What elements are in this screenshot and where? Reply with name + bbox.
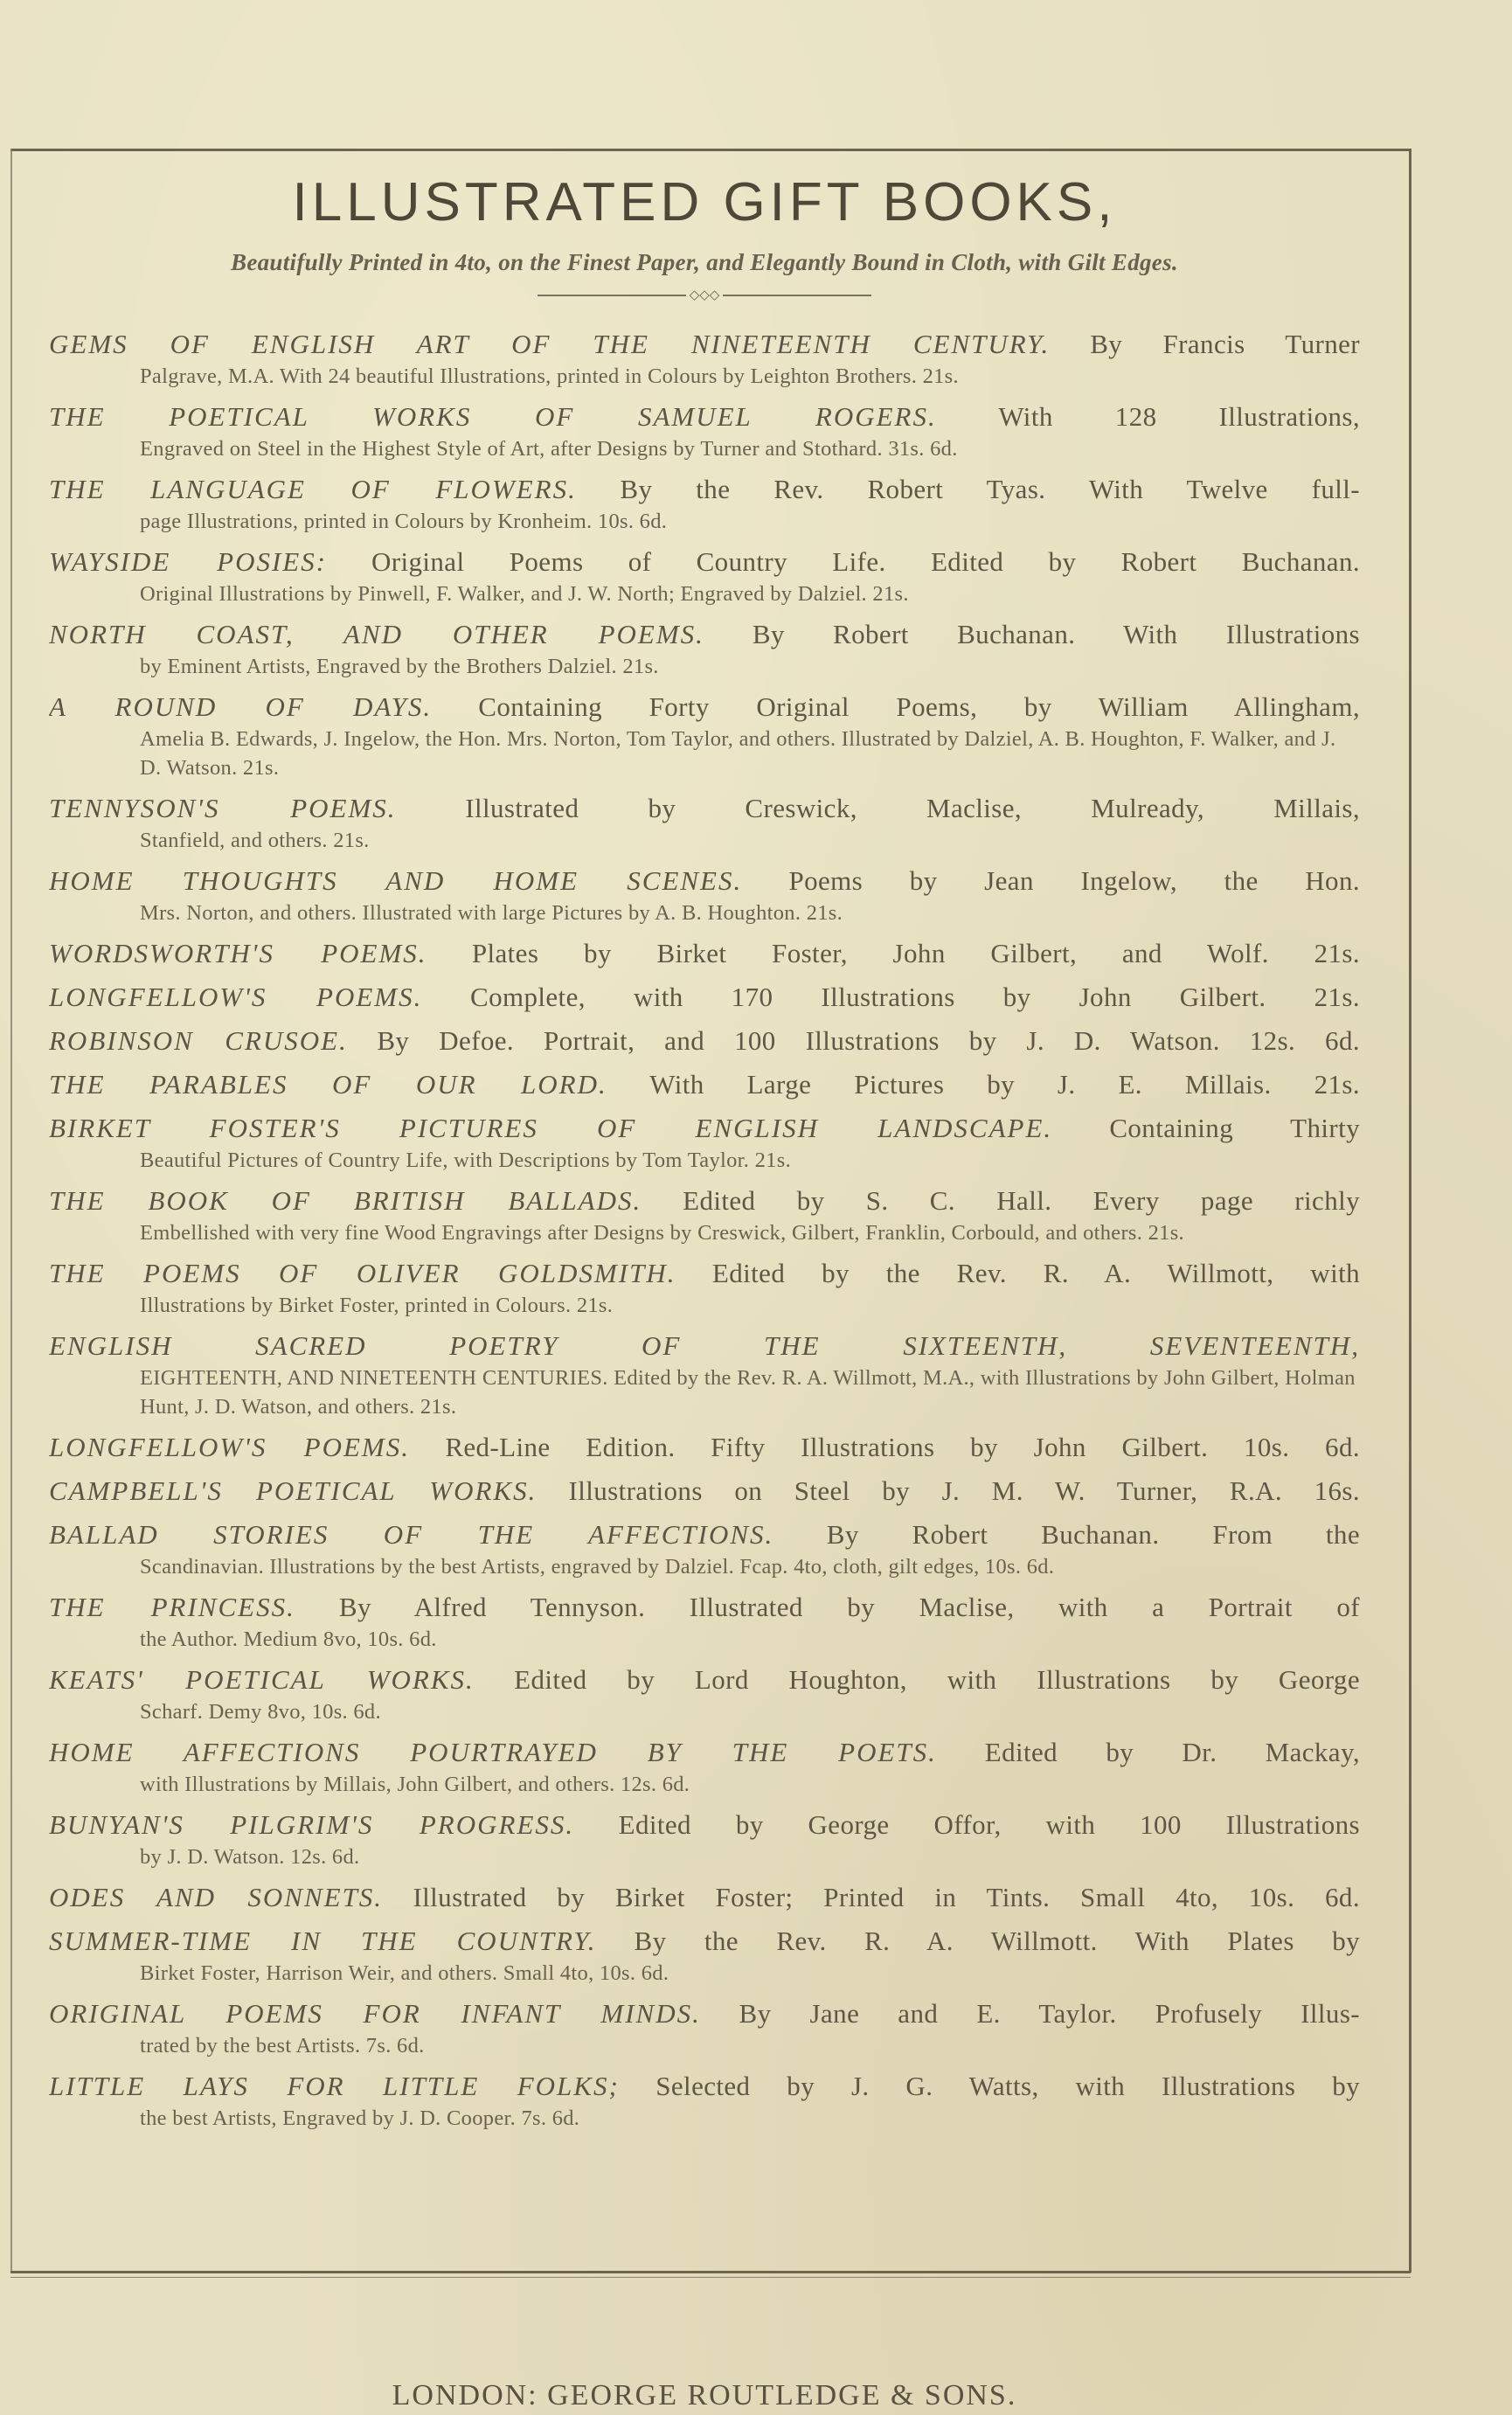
book-description-continued: Scharf. Demy 8vo, 10s. 6d. — [140, 1700, 381, 1724]
book-entry — [49, 1183, 1360, 1247]
book-description: By Defoe. Portrait, and 100 Illustrations by J. D. Watson. 12s. 6d. — [377, 1025, 1360, 1056]
book-title: THE LANGUAGE OF FLOWERS. — [49, 474, 577, 504]
book-entry-first-line — [49, 1430, 1360, 1465]
book-entry-first-line — [49, 399, 1360, 434]
book-entry-first-line — [49, 1590, 1360, 1625]
book-title: NORTH COAST, AND OTHER POEMS. — [49, 619, 704, 649]
book-entry-first-line — [49, 1517, 1360, 1552]
book-entry — [49, 1517, 1360, 1581]
book-title: A ROUND OF DAYS. — [49, 691, 433, 722]
book-entry-first-line — [49, 864, 1360, 899]
book-entry — [49, 545, 1360, 608]
book-description: Selected by J. G. Watts, with Illustrations by — [655, 2071, 1360, 2101]
book-description: Illustrated by Birket Foster; Printed in Tints. Small 4to, 10s. 6d. — [413, 1882, 1360, 1912]
book-description: With Large Pictures by J. E. Millais. 21s. — [649, 1069, 1360, 1100]
book-description-continued: page Illustrations, printed in Colours by Kronheim. 10s. 6d. — [140, 510, 668, 533]
book-title: BUNYAN'S PILGRIM'S PROGRESS. — [49, 1809, 575, 1840]
book-description-continued: Engraved on Steel in the Highest Style of Art, after Designs by Turner and Stothard. 31s. 6d. — [140, 437, 958, 461]
book-description: By Alfred Tennyson. Illustrated by Maclise, with a Portrait of — [338, 1592, 1360, 1622]
book-description-continued: the best Artists, Engraved by J. D. Cooper. 7s. 6d. — [140, 2106, 580, 2130]
book-entry-first-line — [49, 1474, 1360, 1509]
book-description-continued: EIGHTEENTH, AND NINETEENTH CENTURIES. Edited by the Rev. R. A. Willmott, M.A., with Illustrations by John Gilbert, Holman Hunt, J. D. Watson, and others. 21s. — [140, 1366, 1356, 1419]
book-description: With 128 Illustrations, — [998, 401, 1360, 432]
book-entry — [49, 1662, 1360, 1726]
book-entry-first-line — [49, 1735, 1360, 1770]
book-entry — [49, 690, 1360, 782]
book-description-continued: with Illustrations by Millais, John Gilbert, and others. 12s. 6d. — [140, 1773, 690, 1796]
book-list — [49, 327, 1360, 2133]
book-description-continued: Amelia B. Edwards, J. Ingelow, the Hon. Mrs. Norton, Tom Taylor, and others. Illustrated by Dalziel, A. B. Houghton, F. Walker, and J. D. Watson. 21s. — [140, 727, 1336, 780]
book-entry-first-line — [49, 2069, 1360, 2104]
book-description-continued: Illustrations by Birket Foster, printed in Colours. 21s. — [140, 1294, 614, 1317]
book-entry — [49, 472, 1360, 536]
book-description: By the Rev. R. A. Willmott. With Plates by — [634, 1926, 1360, 1956]
book-entry-first-line — [49, 472, 1360, 507]
book-entry — [49, 1111, 1360, 1175]
book-entry — [49, 1067, 1360, 1102]
book-entry — [49, 791, 1360, 855]
book-title: HOME AFFECTIONS POURTRAYED BY THE POETS. — [49, 1737, 937, 1767]
advertisement-content — [49, 166, 1360, 2412]
book-entry — [49, 1256, 1360, 1320]
frame-top-rule — [10, 149, 1411, 151]
book-entry — [49, 936, 1360, 971]
book-entry-first-line — [49, 690, 1360, 725]
book-title: LITTLE LAYS FOR LITTLE FOLKS; — [49, 2071, 620, 2101]
book-title: THE PARABLES OF OUR LORD. — [49, 1069, 607, 1100]
book-entry-first-line — [49, 1924, 1360, 1959]
book-description-continued: by Eminent Artists, Engraved by the Brothers Dalziel. 21s. — [140, 655, 659, 678]
book-entry-first-line — [49, 1183, 1360, 1218]
book-entry — [49, 617, 1360, 681]
book-entry-first-line — [49, 1256, 1360, 1291]
book-title: LONGFELLOW'S POEMS. — [49, 982, 423, 1012]
book-description-continued: Mrs. Norton, and others. Illustrated with large Pictures by A. B. Houghton. 21s. — [140, 901, 843, 925]
book-entry — [49, 1430, 1360, 1465]
book-title: GEMS OF ENGLISH ART OF THE NINETEENTH CENTURY. — [49, 329, 1051, 359]
book-description-continued: Beautiful Pictures of Country Life, with Descriptions by Tom Taylor. 21s. — [140, 1149, 791, 1172]
book-description: Edited by Lord Houghton, with Illustrations by George — [514, 1664, 1360, 1695]
book-description: Containing Forty Original Poems, by William Allingham, — [478, 691, 1360, 722]
book-title: THE POETICAL WORKS OF SAMUEL ROGERS. — [49, 401, 937, 432]
book-description-continued: Original Illustrations by Pinwell, F. Walker, and J. W. North; Engraved by Dalziel. 21s. — [140, 582, 909, 606]
book-entry — [49, 1329, 1360, 1421]
book-title: ODES AND SONNETS. — [49, 1882, 384, 1912]
book-entry-first-line — [49, 791, 1360, 826]
book-entry — [49, 327, 1360, 391]
book-entry — [49, 1735, 1360, 1799]
ornament-divider — [49, 287, 1360, 304]
book-entry-first-line — [49, 1662, 1360, 1697]
book-entry-first-line — [49, 1880, 1360, 1915]
book-entry-first-line — [49, 327, 1360, 362]
book-title: SUMMER-TIME IN THE COUNTRY. — [49, 1926, 597, 1956]
ornament-line-left — [538, 295, 686, 296]
book-description: By Robert Buchanan. With Illustrations — [752, 619, 1360, 649]
book-title: WORDSWORTH'S POEMS. — [49, 938, 427, 968]
book-entry-first-line — [49, 1024, 1360, 1058]
book-entry — [49, 1590, 1360, 1654]
book-description: Original Poems of Country Life. Edited by Robert Buchanan. — [371, 546, 1360, 577]
book-entry-first-line — [49, 1111, 1360, 1146]
book-description: Complete, with 170 Illustrations by John Gilbert. 21s. — [470, 982, 1360, 1012]
book-description-continued: the Author. Medium 8vo, 10s. 6d. — [140, 1627, 437, 1651]
book-description: Poems by Jean Ingelow, the Hon. — [788, 865, 1360, 896]
book-title: ROBINSON CRUSOE. — [49, 1025, 348, 1056]
book-description-continued: by J. D. Watson. 12s. 6d. — [140, 1845, 360, 1869]
book-entry — [49, 1924, 1360, 1988]
book-title: LONGFELLOW'S POEMS. — [49, 1432, 411, 1462]
book-entry — [49, 1474, 1360, 1509]
page-title: ILLUSTRATED GIFT BOOKS, — [292, 172, 1117, 232]
book-entry-first-line — [49, 1067, 1360, 1102]
frame-right-rule — [1409, 149, 1411, 2273]
book-title: BALLAD STORIES OF THE AFFECTIONS. — [49, 1519, 774, 1550]
book-description: Plates by Birket Foster, John Gilbert, and Wolf. 21s. — [471, 938, 1360, 968]
frame-bottom-rule-thin — [10, 2277, 1411, 2278]
book-description-continued: Palgrave, M.A. With 24 beautiful Illustrations, printed in Colours by Leighton Brothers. 21s. — [140, 364, 959, 388]
book-entry — [49, 399, 1360, 463]
book-entry-first-line — [49, 980, 1360, 1015]
book-entry — [49, 864, 1360, 927]
book-title: THE POEMS OF OLIVER GOLDSMITH. — [49, 1258, 676, 1288]
publisher-imprint: LONDON: GEORGE ROUTLEDGE & SONS. — [392, 2379, 1017, 2412]
book-description: Edited by the Rev. R. A. Willmott, with — [711, 1258, 1360, 1288]
book-title: KEATS' POETICAL WORKS. — [49, 1664, 475, 1695]
frame-left-rule — [10, 149, 12, 2273]
book-entry — [49, 1024, 1360, 1058]
book-entry-first-line — [49, 936, 1360, 971]
book-description-continued: Stanfield, and others. 21s. — [140, 829, 370, 852]
book-entry — [49, 1996, 1360, 2060]
book-description-continued: trated by the best Artists. 7s. 6d. — [140, 2034, 425, 2058]
book-description-continued: Embellished with very fine Wood Engravings after Designs by Creswick, Gilbert, Franklin, Corbould, and others. 21s. — [140, 1221, 1184, 1245]
book-description: Edited by George Offor, with 100 Illustrations — [618, 1809, 1360, 1840]
book-entry — [49, 2069, 1360, 2133]
book-entry-first-line — [49, 545, 1360, 579]
book-description-continued: Birket Foster, Harrison Weir, and others. Small 4to, 10s. 6d. — [140, 1961, 669, 1985]
ornament-line-right — [723, 295, 871, 296]
book-title: THE PRINCESS. — [49, 1592, 295, 1622]
book-entry-first-line — [49, 1808, 1360, 1842]
book-description-continued: Scandinavian. Illustrations by the best Artists, engraved by Dalziel. Fcap. 4to, cloth, gilt edges, 10s. 6d. — [140, 1555, 1055, 1579]
book-entry — [49, 1808, 1360, 1871]
book-description: Containing Thirty — [1109, 1113, 1360, 1143]
book-title: WAYSIDE POSIES: — [49, 546, 328, 577]
book-entry — [49, 980, 1360, 1015]
book-entry-first-line — [49, 617, 1360, 652]
book-title: THE BOOK OF BRITISH BALLADS. — [49, 1185, 642, 1216]
book-title: CAMPBELL'S POETICAL WORKS. — [49, 1475, 538, 1506]
page-subtitle: Beautifully Printed in 4to, on the Finest Paper, and Elegantly Bound in Cloth, with Gilt Edges. — [231, 249, 1178, 275]
book-description: Illustrations on Steel by J. M. W. Turner, R.A. 16s. — [568, 1475, 1360, 1506]
book-description: By the Rev. Robert Tyas. With Twelve full- — [620, 474, 1360, 504]
book-description: Edited by S. C. Hall. Every page richly — [683, 1185, 1360, 1216]
book-entry — [49, 1880, 1360, 1915]
book-description: Illustrated by Creswick, Maclise, Mulready, Millais, — [465, 793, 1360, 823]
book-title: ORIGINAL POEMS FOR INFANT MINDS. — [49, 1998, 701, 2029]
book-description: Red-Line Edition. Fifty Illustrations by John Gilbert. 10s. 6d. — [445, 1432, 1360, 1462]
book-title: ENGLISH SACRED POETRY OF THE SIXTEENTH, SEVENTEENTH, — [49, 1330, 1360, 1361]
frame-bottom-rule — [10, 2271, 1411, 2273]
book-description: Edited by Dr. Mackay, — [984, 1737, 1360, 1767]
book-description: By Robert Buchanan. From the — [826, 1519, 1360, 1550]
book-entry-first-line — [49, 1996, 1360, 2031]
book-title: BIRKET FOSTER'S PICTURES OF ENGLISH LANDSCAPE. — [49, 1113, 1053, 1143]
book-description: By Francis Turner — [1090, 329, 1360, 359]
book-entry-first-line — [49, 1329, 1360, 1364]
book-description: By Jane and E. Taylor. Profusely Illus- — [739, 1998, 1360, 2029]
book-title: TENNYSON'S POEMS. — [49, 793, 397, 823]
book-title: HOME THOUGHTS AND HOME SCENES. — [49, 865, 743, 896]
ornament-knot: ◇◇◇ — [689, 288, 720, 302]
